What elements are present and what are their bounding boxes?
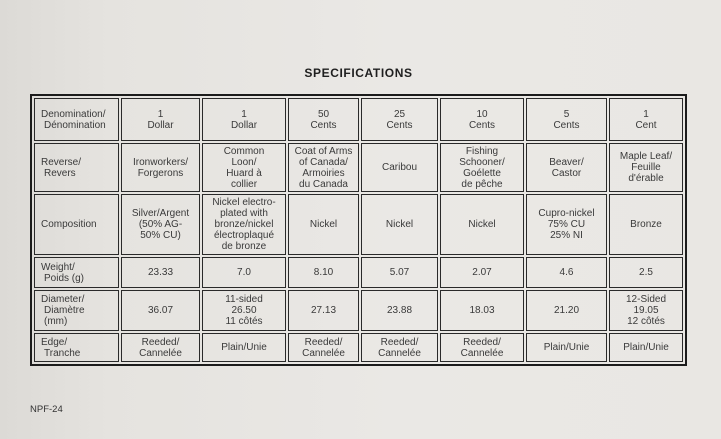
table-cell: 7.0: [202, 257, 286, 288]
reverse-row: [34, 143, 683, 192]
table-cell: Maple Leaf/ Feuille d'érable: [609, 143, 683, 192]
table-cell: Plain/Unie: [526, 333, 607, 362]
table-cell: Coat of Arms of Canada/ Armoiries du Canada: [288, 143, 359, 192]
table-cell: Reeded/ Cannelée: [121, 333, 200, 362]
table-cell: 1 Dollar: [121, 98, 200, 141]
table-cell: Nickel: [361, 194, 438, 255]
row-label: Weight/ Poids (g): [34, 257, 119, 288]
table-cell: 5.07: [361, 257, 438, 288]
page-title: SPECIFICATIONS: [304, 66, 413, 80]
table-cell: Cupro-nickel 75% CU 25% NI: [526, 194, 607, 255]
table-cell: Silver/Argent (50% AG- 50% CU): [121, 194, 200, 255]
table-cell: Beaver/ Castor: [526, 143, 607, 192]
table-cell: 4.6: [526, 257, 607, 288]
table-cell: 8.10: [288, 257, 359, 288]
edge-row: [34, 333, 683, 362]
table-cell: 25 Cents: [361, 98, 438, 141]
table-cell: Plain/Unie: [202, 333, 286, 362]
table-cell: 23.33: [121, 257, 200, 288]
table-cell: Nickel: [440, 194, 524, 255]
table-cell: Ironworkers/ Forgerons: [121, 143, 200, 192]
table-cell: 50 Cents: [288, 98, 359, 141]
row-label: Composition: [34, 194, 119, 255]
table-cell: 36.07: [121, 290, 200, 331]
table-cell: Nickel electro- plated with bronze/nickel électroplaqué de bronze: [202, 194, 286, 255]
row-label: Diameter/ Diamètre (mm): [34, 290, 119, 331]
table-cell: Reeded/ Cannelée: [361, 333, 438, 362]
table-cell: 12-Sided 19.05 12 côtés: [609, 290, 683, 331]
row-label: Edge/ Tranche: [34, 333, 119, 362]
table-cell: 2.07: [440, 257, 524, 288]
row-label: Denomination/ Dénomination: [34, 98, 119, 141]
table-cell: Reeded/ Cannelée: [288, 333, 359, 362]
specifications-table: [30, 94, 687, 366]
diameter-row: [34, 290, 683, 331]
table-cell: 10 Cents: [440, 98, 524, 141]
table-cell: Caribou: [361, 143, 438, 192]
table-cell: Reeded/ Cannelée: [440, 333, 524, 362]
table-cell: 5 Cents: [526, 98, 607, 141]
table-cell: 2.5: [609, 257, 683, 288]
table-cell: 21.20: [526, 290, 607, 331]
table-cell: 11-sided 26.50 11 côtés: [202, 290, 286, 331]
document-code: NPF-24: [30, 404, 63, 415]
table-cell: Bronze: [609, 194, 683, 255]
table-cell: Fishing Schooner/ Goélette de pêche: [440, 143, 524, 192]
table-cell: 27.13: [288, 290, 359, 331]
table-cell: 18.03: [440, 290, 524, 331]
table-cell: 1 Dollar: [202, 98, 286, 141]
composition-row: [34, 194, 683, 255]
table-cell: 1 Cent: [609, 98, 683, 141]
weight-row: [34, 257, 683, 288]
row-label: Reverse/ Revers: [34, 143, 119, 192]
table-cell: Nickel: [288, 194, 359, 255]
table-cell: 23.88: [361, 290, 438, 331]
table-cell: Common Loon/ Huard à collier: [202, 143, 286, 192]
denomination-row: [34, 98, 683, 141]
table-cell: Plain/Unie: [609, 333, 683, 362]
